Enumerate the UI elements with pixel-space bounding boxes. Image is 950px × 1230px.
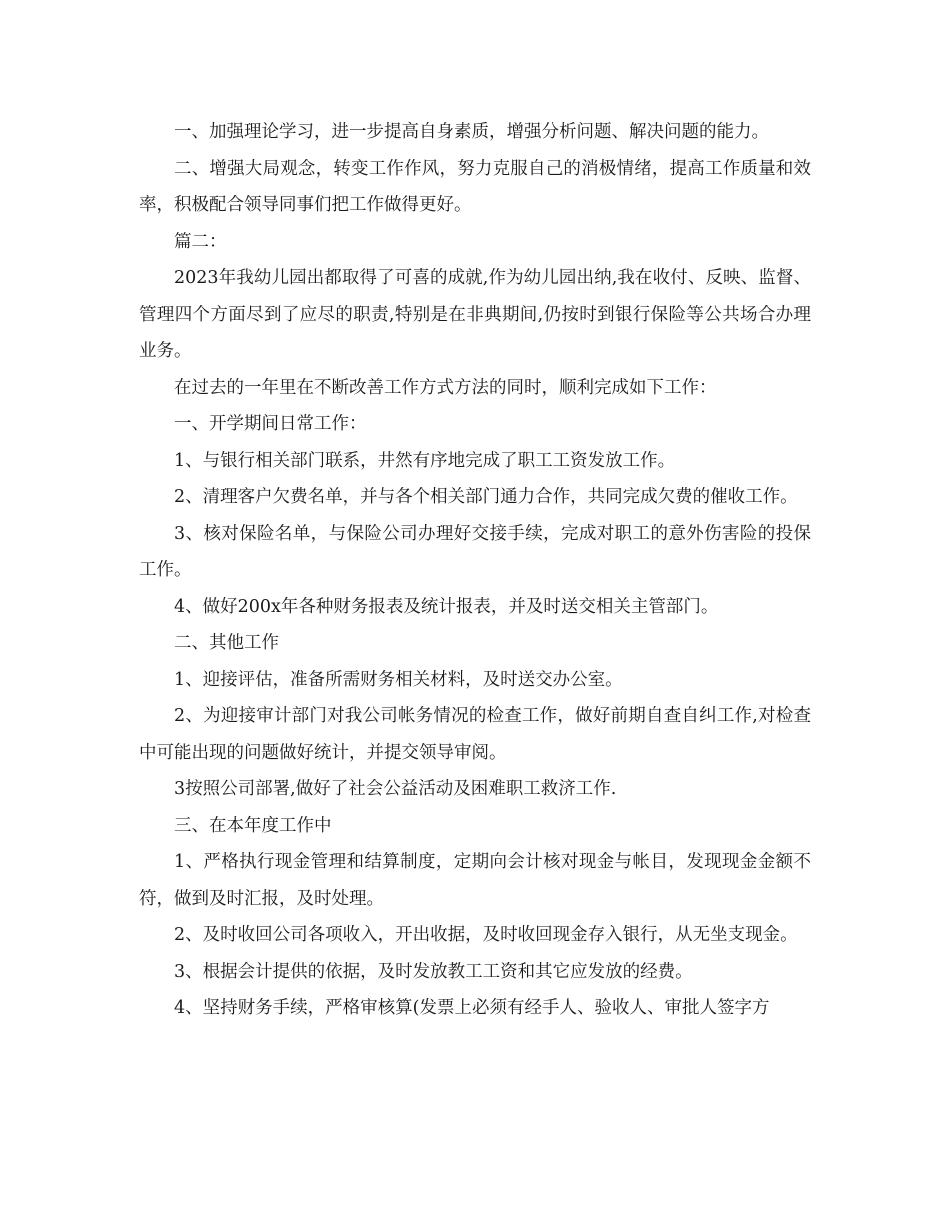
paragraph-overall-view: 二、增强大局观念，转变工作作风，努力克服自己的消极情绪，提高工作质量和效率，积极配合领导同事们把工作做得更好。 [139, 158, 811, 215]
list-item-year-1: 1、严格执行现金管理和结算制度，定期向会计核对现金与帐目，发现现金金额不符，做到及时汇报，及时处理。 [139, 852, 811, 909]
list-item-daily-4: 4、做好200x年各种财务报表及统计报表，并及时送交相关主管部门。 [174, 596, 719, 617]
list-item-other-1: 1、迎接评估，准备所需财务相关材料，及时送交办公室。 [174, 669, 623, 690]
list-item-daily-3: 3、核对保险名单，与保险公司办理好交接手续，完成对职工的意外伤害险的投保工作。 [139, 523, 811, 580]
list-item-other-3: 3按照公司部署,做好了社会公益活动及困难职工救济工作. [174, 779, 617, 799]
paragraph-achievements: 2023年我幼儿园出都取得了可喜的成就,作为幼儿园出纳,我在收付、反映、监督、管理四个方面尽到了应尽的职责,特别是在非典期间,仍按时到银行保险等公共场合办理业务。 [139, 268, 811, 361]
heading-daily-work: 一、开学期间日常工作： [174, 414, 367, 434]
list-item-daily-2: 2、清理客户欠费名单，并与各个相关部门通力合作，共同完成欠费的催收工作。 [174, 487, 798, 507]
list-item-other-2: 2、为迎接审计部门对我公司帐务情况的检查工作，做好前期自查自纠工作,对检查中可能出现的问题做好统计，并提交领导审阅。 [139, 706, 811, 763]
heading-other-work: 二、其他工作 [174, 633, 279, 653]
list-item-year-4: 4、坚持财务手续，严格审核算(发票上必须有经手人、验收人、审批人签字方 [174, 998, 770, 1018]
section-heading-part-two: 篇二： [174, 231, 227, 252]
document-body [139, 114, 811, 1027]
list-item-year-2: 2、及时收回公司各项收入，开出收据，及时收回现金存入银行，从无坐支现金。 [174, 925, 798, 945]
paragraph-past-year: 在过去的一年里在不断改善工作方式方法的同时，顺利完成如下工作： [174, 377, 717, 398]
heading-this-year: 三、在本年度工作中 [174, 815, 332, 836]
list-item-year-3: 3、根据会计提供的依据，及时发放教工工资和其它应发放的经费。 [174, 961, 693, 982]
list-item-daily-1: 1、与银行相关部门联系，井然有序地完成了职工工资发放工作。 [174, 450, 676, 471]
paragraph-study: 一、加强理论学习，进一步提高自身素质，增强分析问题、解决问题的能力。 [174, 122, 769, 142]
